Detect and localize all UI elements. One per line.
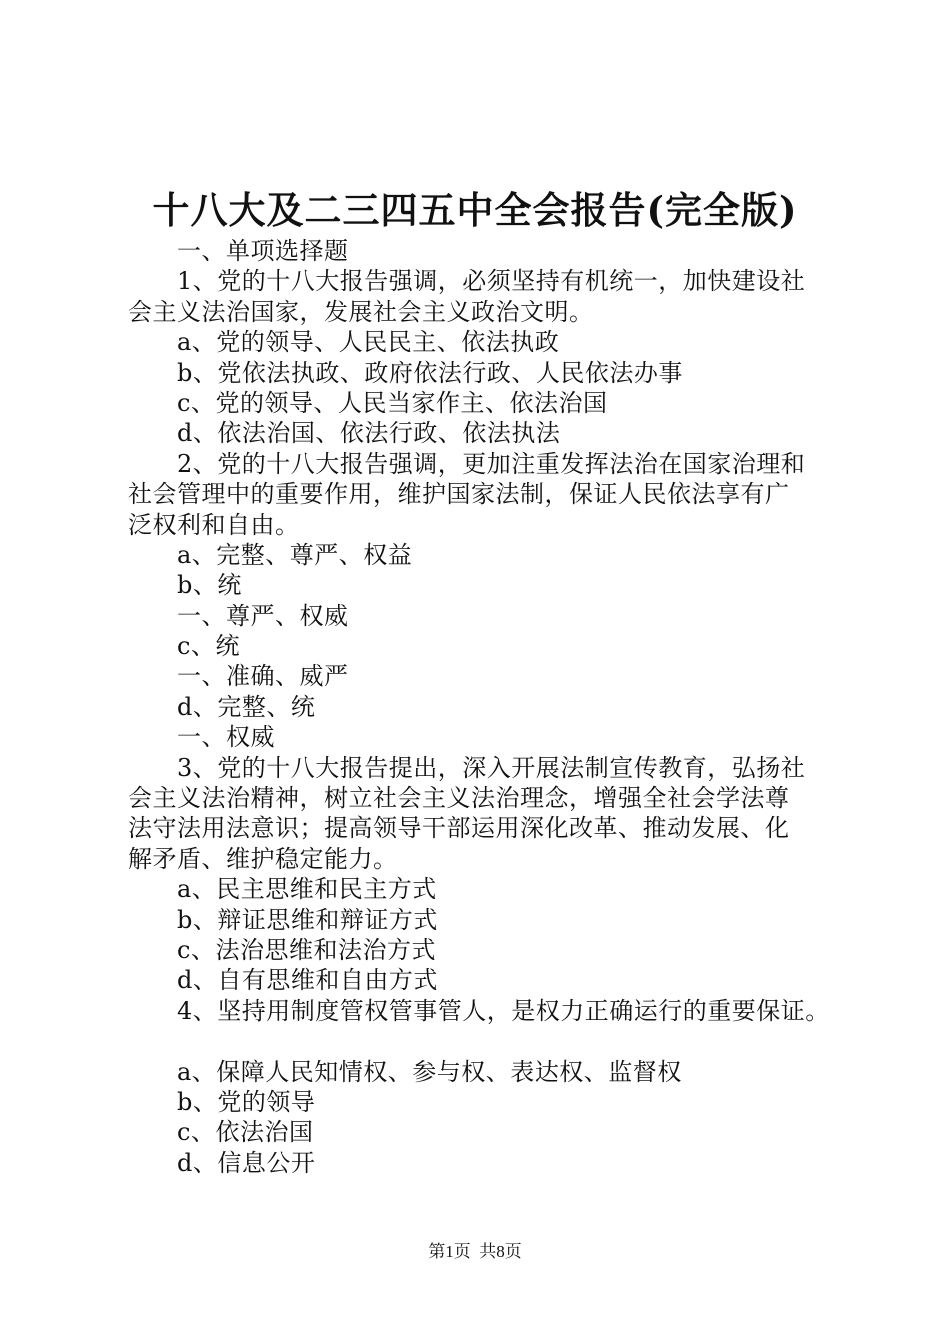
text-line: d、完整、统 <box>177 692 316 721</box>
text-line: 泛权利和自由。 <box>128 510 300 539</box>
text-line: b、党的领导 <box>177 1087 316 1116</box>
text-line: 会主义法治国家，发展社会主义政治文明。 <box>128 297 594 326</box>
page-title: 十八大及二三四五中全会报告(完全版) <box>152 188 798 232</box>
text-line: d、依法治国、依法行政、依法执法 <box>177 419 561 448</box>
text-line: 2、党的十八大报告强调，更加注重发挥法治在国家治理和 <box>177 449 806 478</box>
text-line: 3、党的十八大报告提出，深入开展法制宣传教育，弘扬社 <box>177 753 806 782</box>
page-footer <box>0 1240 950 1264</box>
text-line: 法守法用法意识；提高领导干部运用深化改革、推动发展、化 <box>128 814 790 843</box>
text-line: 会主义法治精神，树立社会主义法治理念，增强全社会学法尊 <box>128 784 790 813</box>
text-line: 一、准确、威严 <box>177 662 349 691</box>
text-line: b、辩证思维和辩证方式 <box>177 905 438 934</box>
text-line: d、自有思维和自由方式 <box>177 966 438 995</box>
text-line: b、党依法执政、政府依法行政、人民依法办事 <box>177 358 683 387</box>
text-line: 一、权威 <box>177 723 275 752</box>
page-number: 第1页 <box>428 1242 471 1261</box>
text-line: a、党的领导、人民民主、依法执政 <box>177 328 560 357</box>
text-line: b、统 <box>177 571 242 600</box>
text-line: c、党的领导、人民当家作主、依法治国 <box>177 388 608 417</box>
text-line: 1、党的十八大报告强调，必须坚持有机统一，加快建设社 <box>177 267 806 296</box>
text-line: 一、尊严、权威 <box>177 601 349 630</box>
blank-line <box>128 1026 834 1056</box>
text-line: 4、坚持用制度管权管事管人，是权力正确运行的重要保证。 <box>177 996 830 1025</box>
text-line: c、依法治国 <box>177 1118 314 1147</box>
document-body <box>128 236 834 1178</box>
text-line: 解矛盾、维护稳定能力。 <box>128 844 398 873</box>
text-line: d、信息公开 <box>177 1148 316 1177</box>
text-line: 社会管理中的重要作用，维护国家法制，保证人民依法享有广 <box>128 480 790 509</box>
text-line: c、法治思维和法治方式 <box>177 935 436 964</box>
text-line: c、统 <box>177 632 240 661</box>
text-line: a、保障人民知情权、参与权、表达权、监督权 <box>177 1057 682 1086</box>
text-line: 一、单项选择题 <box>177 237 349 265</box>
text-line: a、完整、尊严、权益 <box>177 540 413 569</box>
page-total: 共8页 <box>479 1242 522 1261</box>
text-line: a、民主思维和民主方式 <box>177 875 437 904</box>
